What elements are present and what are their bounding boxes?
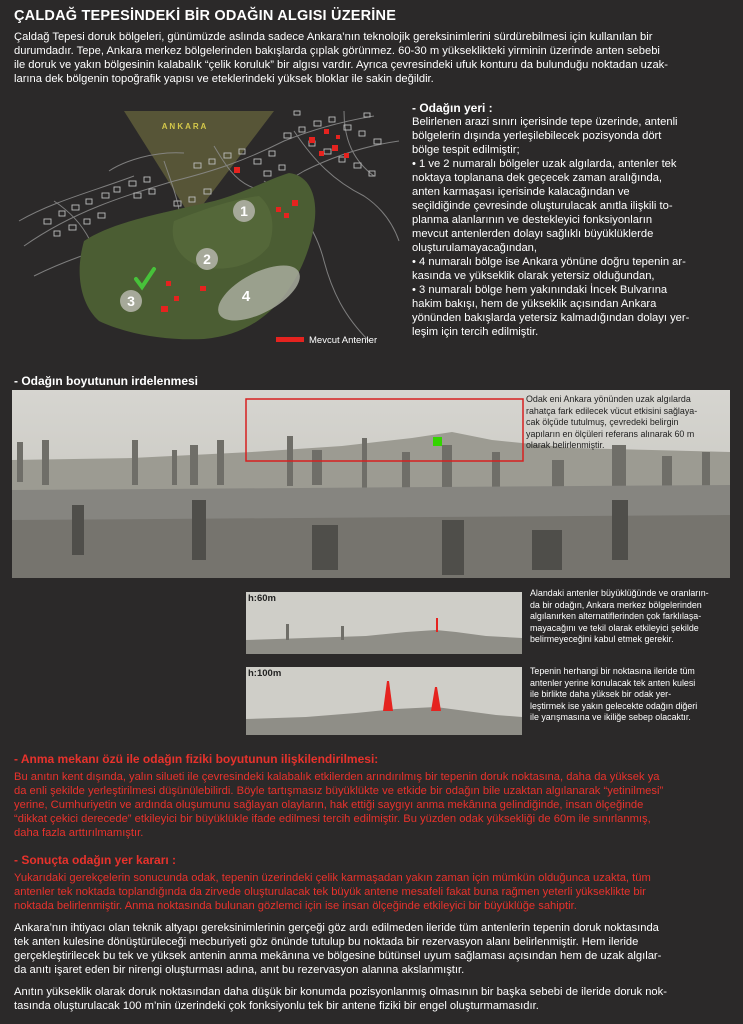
site-line: planma alanlarının ve destekleyici fonksiyonların xyxy=(412,214,653,226)
relation-line: da enli şekilde yerleştirilmesi düşünülebilirdi. Böyle tartışmasız büyüklükte ve etkide bir odağın bile uzaktan algılanarak “yetinilmesi” xyxy=(14,785,664,797)
h60-note xyxy=(530,588,730,646)
relation-line: “dikkat çekici derecede” etkileyici bir büyüklükle ifade edilmesi tercih edilmiştir. Bu yüzden odak yüksekliği de 60m ile sınırlanmış, xyxy=(14,813,651,825)
site-line: hakim bakışı, hem de yükseklik açısından Ankara xyxy=(412,298,657,310)
panorama-note-line: olarak belirlenmiştir. xyxy=(526,440,605,451)
site-line: leşim için tercih edilmiştir. xyxy=(412,326,539,338)
decision-line: gerçekleştirilecek bu tek ve yüksek antenin anma mekânına ve bölgesine bütünsel uyum sağlaması açısından hem de uzak algılar- xyxy=(14,950,662,962)
h100-note-line: leştirmek ise yakın gelecekte odağın diğeri xyxy=(530,700,698,711)
decision-line: tasında oluşturulacak 100 m’nin üzerindeki çok fonksiyonlu tek bir antene fiziki bir engel oluşturmamasıdır. xyxy=(14,1000,539,1012)
site-line: bölgelerin dışında yerleşilebilecek pozisyonda dört xyxy=(412,130,662,142)
site-line: mevcut antenlerden dolayı sağlıklı büyüklüklerde xyxy=(412,228,654,240)
panorama-note-line: yapıların en ölçüleri referans alınarak 60 m xyxy=(526,428,695,439)
site-line: • 1 ve 2 numaralı bölgeler uzak algılarda, antenler tek xyxy=(412,158,677,170)
site-heading: - Odağın yeri : xyxy=(412,101,493,115)
zone-label-2: 2 xyxy=(203,251,211,267)
legend-swatch xyxy=(276,337,304,342)
decision-heading: - Sonuçta odağın yer kararı : xyxy=(14,853,177,867)
intro-line: ile doruk ve yakın bölgesinin kalabalık “çelik koruluk” bir algısı vardır. Ayrıca çevresindeki ufuk konturu da bulunduğu noktadan uzak- xyxy=(14,59,668,71)
site-line: • 4 numaralı bölge ise Ankara yönüne doğru tepenin ar- xyxy=(412,256,686,268)
h60-label: h:60m xyxy=(248,593,276,604)
relation-paragraph xyxy=(14,770,730,840)
site-line: yönünden bakışlarda yetersiz kalmadığından dolayı yer- xyxy=(412,312,690,324)
relation-heading: - Anma mekanı özü ile odağın fiziki boyutunun ilişkilendirilmesi: xyxy=(14,752,379,766)
decision-red-line: antenler tek noktada toplandığında da zirvede oluşturulacak tek büyük antene mesafeli fakat buna rağmen yeterli yükseklikte bir xyxy=(14,886,646,898)
site-line: kasında ve yükseklik olarak yetersiz olduğundan, xyxy=(412,270,655,282)
site-line: Belirlenen arazi sınırı içerisinde tepe üzerinde, antenli xyxy=(412,116,678,128)
zone-label-3: 3 xyxy=(127,293,135,309)
site-line: anten karmaşası içerisinde kalacağından ve xyxy=(412,186,630,198)
decision-paragraph-red xyxy=(14,871,730,913)
intro-paragraph xyxy=(14,30,730,86)
panorama-note-line: Odak eni Ankara yönünden uzak algılarda xyxy=(526,394,691,404)
relation-line: Bu anıtın kent dışında, yalın silueti ile çevresindeki kalabalık etkilerden arındırılmış bir tepenin doruk noktasına, daha da yüksek ya xyxy=(14,771,660,783)
h60-photo xyxy=(246,592,522,654)
h60-note-line: belirmeyeceğini kabul etmek gerekir. xyxy=(530,634,674,645)
site-description xyxy=(412,101,730,339)
page-title: ÇALDAĞ TEPESİNDEKİ BİR ODAĞIN ALGISI ÜZERİNE xyxy=(14,8,397,24)
intro-line: larına dek bölgenin topoğrafik yapısı ve eteklerindeki yüksek bloklar ile sakin değildir. xyxy=(14,73,434,85)
city-label: A N K A R A xyxy=(161,122,207,131)
decision-line: da anıtı işaret eden bir nirengi oluşturması adına, anıt bu rezervasyon alanına akslanmıştır. xyxy=(14,964,465,976)
h60-note-line: Alandaki antenler büyüklüğünde ve oranların- xyxy=(530,588,709,598)
h100-note-line: ile yarışmasına ve ikiliğe sebep olacaktır. xyxy=(530,712,691,723)
relation-line: daha fazla arttırılmamıştır. xyxy=(14,827,144,839)
site-line: noktaya toplanana dek geçecek zaman aralığında, xyxy=(412,172,663,184)
site-line: bölge tespit edilmiştir; xyxy=(412,144,520,156)
decision-paragraph-3 xyxy=(14,985,730,1013)
zone-label-1: 1 xyxy=(240,203,248,219)
h60-note-line: mayacağını ve tekil olarak etkileyici şekilde xyxy=(530,622,699,633)
zone-label-4: 4 xyxy=(241,288,251,305)
h60-note-line: da bir odağın, Ankara merkez bölgelerinden xyxy=(530,599,702,610)
h100-note-line: Tepenin herhangi bir noktasına ileride tüm xyxy=(530,666,695,676)
decision-line: Ankara’nın ihtiyacı olan teknik altyapı gereksinimlerinin gerçeği göz ardı edilmeden ileride tüm antenlerin tepenin doruk noktasında xyxy=(14,922,659,934)
h60-note-line: algılanırken alternatiflerinden çok farklılaşa- xyxy=(530,611,702,622)
site-line: oluşturulamayacağından, xyxy=(412,242,538,254)
h100-note-line: ile birlikte daha yüksek bir odak yer- xyxy=(530,689,672,700)
h100-note-line: antenler yerine konulacak tek anten kulesi xyxy=(530,677,696,688)
panorama-note xyxy=(526,394,730,452)
panorama-note-line: rahatça fark edilecek vücut etkisini sağlaya- xyxy=(526,405,698,416)
panorama-note-line: cak ölçüde tutulmuş, çevredeki belirgin xyxy=(526,417,679,428)
focus-marker xyxy=(433,437,442,446)
decision-red-line: Yukarıdaki gerekçelerin sonucunda odak, tepenin üzerindeki çelik karmaşadan yakın zaman için mümkün olduğunca uzakta, tüm xyxy=(14,872,651,884)
site-line: seçildiğinde çevresinde oluşturulacak anıtla ilişkili to- xyxy=(412,200,673,212)
decision-red-line: noktada belirlenmiştir. Anma noktasında bulunan gözlemci için ise insan ölçeğinde etkileyici bir büyüklüğe sahiptir. xyxy=(14,900,577,912)
site-map xyxy=(14,101,406,353)
decision-line: tek anten kulesine dönüştürüleceği mecburiyeti göz önünde tutulup bu noktada bir rezervasyon alanı belirlenmiştir. Hem ileride xyxy=(14,936,639,948)
h100-note xyxy=(530,666,730,724)
site-line: • 3 numaralı bölge hem yakınındaki İncek Bulvarına xyxy=(412,284,668,296)
relation-line: yerine, Cumhuriyetin ve ardında oluşumunu sağlayan olayların, hak ettiği saygıyı anma mekânına gelindiğinde, insan ölçeğinde xyxy=(14,799,644,811)
size-heading: - Odağın boyutunun irdelenmesi xyxy=(14,374,199,388)
intro-line: Çaldağ Tepesi doruk bölgeleri, günümüzde aslında sadece Ankara’nın teknolojik gereksinimlerini sürdürebilmesi için kullanılan bir xyxy=(14,31,653,43)
h100-photo xyxy=(246,667,522,735)
legend-label: Mevcut Antenler xyxy=(309,335,378,346)
h100-label: h:100m xyxy=(248,668,282,679)
decision-line: Anıtın yükseklik olarak doruk noktasından daha düşük bir konumda pozisyonlanmış olmasının bir başka sebebi de ileride doruk nok- xyxy=(14,986,667,998)
h60-antenna xyxy=(436,618,438,632)
intro-line: durumdadır. Tepe, Ankara merkez bölgelerinden bakışlarda çıplak görünmez. 60-30 m yükseklikteki yirminin üzerinde anten sebebi xyxy=(14,45,660,57)
decision-paragraph-2 xyxy=(14,921,730,977)
